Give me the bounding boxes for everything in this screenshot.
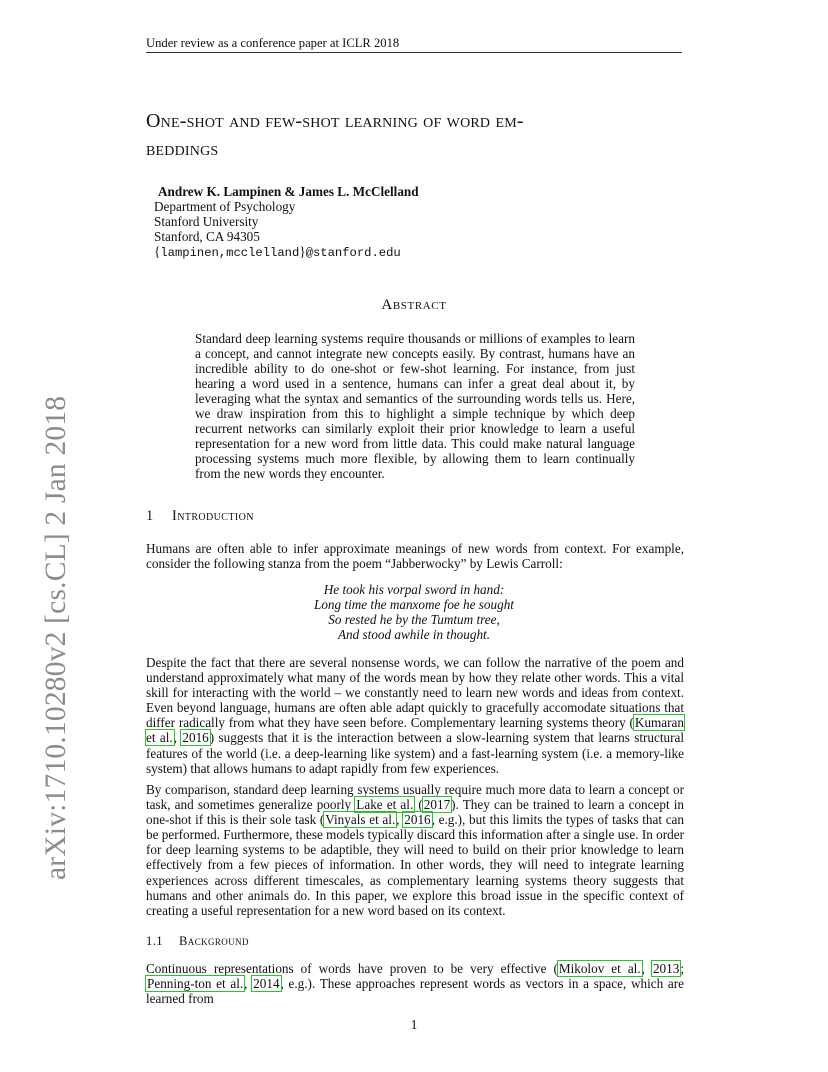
paragraph-text: , [244, 976, 253, 992]
body-paragraph-3 [146, 782, 684, 918]
running-header: Under review as a conference paper at ICLR 2018 [146, 36, 400, 50]
author-email [154, 244, 419, 261]
header-rule [146, 52, 682, 53]
email-domain: @stanford.edu [305, 246, 401, 260]
arxiv-identifier-stamp: arXiv:1710.10280v2 [cs.CL] 2 Jan 2018 [40, 395, 72, 880]
poem-line: He took his vorpal sword in hand: [323, 582, 505, 597]
page-number: 1 [410, 1017, 418, 1032]
email-brace-open: { [154, 244, 161, 259]
section-number: 1 [146, 508, 154, 524]
paragraph-text: , e.g.), but this limits the types of tasks that can be performed. Furthermore, these models typically discard this information after a single use. In order for deep learning systems to be adaptible, they will need to build on their prior knowledge to learn effectively from a few pieces of information. In other words, they will need to integrate learning experiences across different timescales, as complementary learning systems theory suggests that humans and other animals do. In this paper, we explore this broad issue in the specific context of creating a useful representation for a new word based on its context. [146, 812, 684, 918]
citation-link-vinyals-year[interactable]: 2016 [404, 812, 431, 828]
citation-link-lake-year[interactable]: 2017 [423, 797, 451, 813]
body-paragraph-2 [146, 655, 684, 776]
paper-title-line-1: One-shot and few-shot learning of word em- [146, 110, 524, 132]
paper-title-line-2: beddings [146, 138, 219, 160]
citation-link-vinyals[interactable]: Vinyals et al. [325, 812, 396, 828]
paper-title [146, 107, 686, 163]
poem-stanza [0, 582, 828, 642]
subsection-number: 1.1 [146, 934, 163, 948]
poem-line: So rested he by the Tumtum tree, [328, 612, 500, 628]
citation-link-lake[interactable]: Lake et al. [356, 797, 414, 813]
paragraph-text: ( [414, 797, 423, 813]
author-department: Department of Psychology [154, 199, 296, 214]
citation-link-kumaran-year[interactable]: 2016 [182, 730, 209, 746]
paragraph-text: , [173, 730, 182, 746]
subsection-heading-background [146, 934, 249, 949]
section-title: Introduction [172, 508, 254, 524]
subsection-title: Background [179, 934, 249, 948]
author-names: Andrew K. Lampinen & James L. McClelland [158, 184, 419, 199]
citation-link-mikolov[interactable]: Mikolov et al. [558, 961, 641, 976]
body-paragraph-4 [146, 961, 684, 1006]
author-block [154, 184, 419, 261]
email-brace-close: } [299, 244, 306, 259]
citation-link-pennington[interactable]: Penning-ton et al. [147, 976, 244, 992]
intro-paragraph: Humans are often able to infer approximate meanings of new words from context. For example, consider the following stanza from the poem “Jabberwocky” by Lewis Carroll: [146, 541, 684, 572]
paragraph-text: , [396, 812, 404, 828]
paragraph-text: ) suggests that it is the interaction between a slow-learning system that learns structural features of the world (i.e. a deep-learning like system) and a fast-learning system (i.e. a memory-like system) that allows humans to adapt rapidly from few experiences. [146, 730, 684, 776]
author-location: Stanford, CA 94305 [154, 229, 260, 244]
abstract-text: Standard deep learning systems require thousands or millions of examples to learn a concept, and cannot integrate new concepts easily. By contrast, humans have an incredible ability to do one-shot or few-shot learning. For instance, from just hearing a word used in a sentence, humans can infer a great deal about it, by leveraging what the syntax and semantics of the surrounding words tells us. Here, we draw inspiration from this to highlight a simple technique by which deep recurrent networks can similarly exploit their prior knowledge to learn a useful representation for a new word from little data. This could make natural language processing systems much more flexible, by allowing them to learn continually from the new words they encounter. [195, 331, 635, 481]
paragraph-text: ). They can be trained to learn a concept in one-shot if this is their sole task ( [146, 797, 685, 828]
section-heading-introduction [146, 508, 254, 525]
citation-link-kumaran[interactable]: Kumaran et al. [146, 715, 684, 746]
poem-line: And stood awhile in thought. [337, 627, 491, 643]
poem-line: Long time the manxome foe he sought [314, 597, 514, 613]
citation-link-pennington-year[interactable]: 2014 [253, 976, 280, 992]
paragraph-text: Continuous representations of words have proven to be very effective ( [146, 961, 558, 976]
paragraph-text: , e.g.). These approaches represent words as vectors in a space, which are learned from [146, 976, 684, 1007]
author-university: Stanford University [154, 214, 259, 229]
paragraph-text: ; [680, 961, 684, 976]
citation-link-mikolov-year[interactable]: 2013 [652, 961, 680, 976]
paragraph-text: Despite the fact that there are several nonsense words, we can follow the narrative of the poem and understand approximately what many of the words mean by how they relate other words. This a vital skill for interacting with the world – we constantly need to learn new words and ideas from context. Even beyond language, humans are often able adapt quickly to gracefully accomodate situations that differ radically from what they have seen before. Complementary learning systems theory ( [146, 655, 684, 731]
paragraph-text: , [641, 961, 652, 976]
email-users: lampinen,mcclelland [160, 246, 300, 260]
abstract-heading: Abstract [381, 297, 447, 313]
paragraph-text: By comparison, standard deep learning systems usually require much more data to learn a concept or task, and sometimes generalize poorly [146, 782, 684, 813]
